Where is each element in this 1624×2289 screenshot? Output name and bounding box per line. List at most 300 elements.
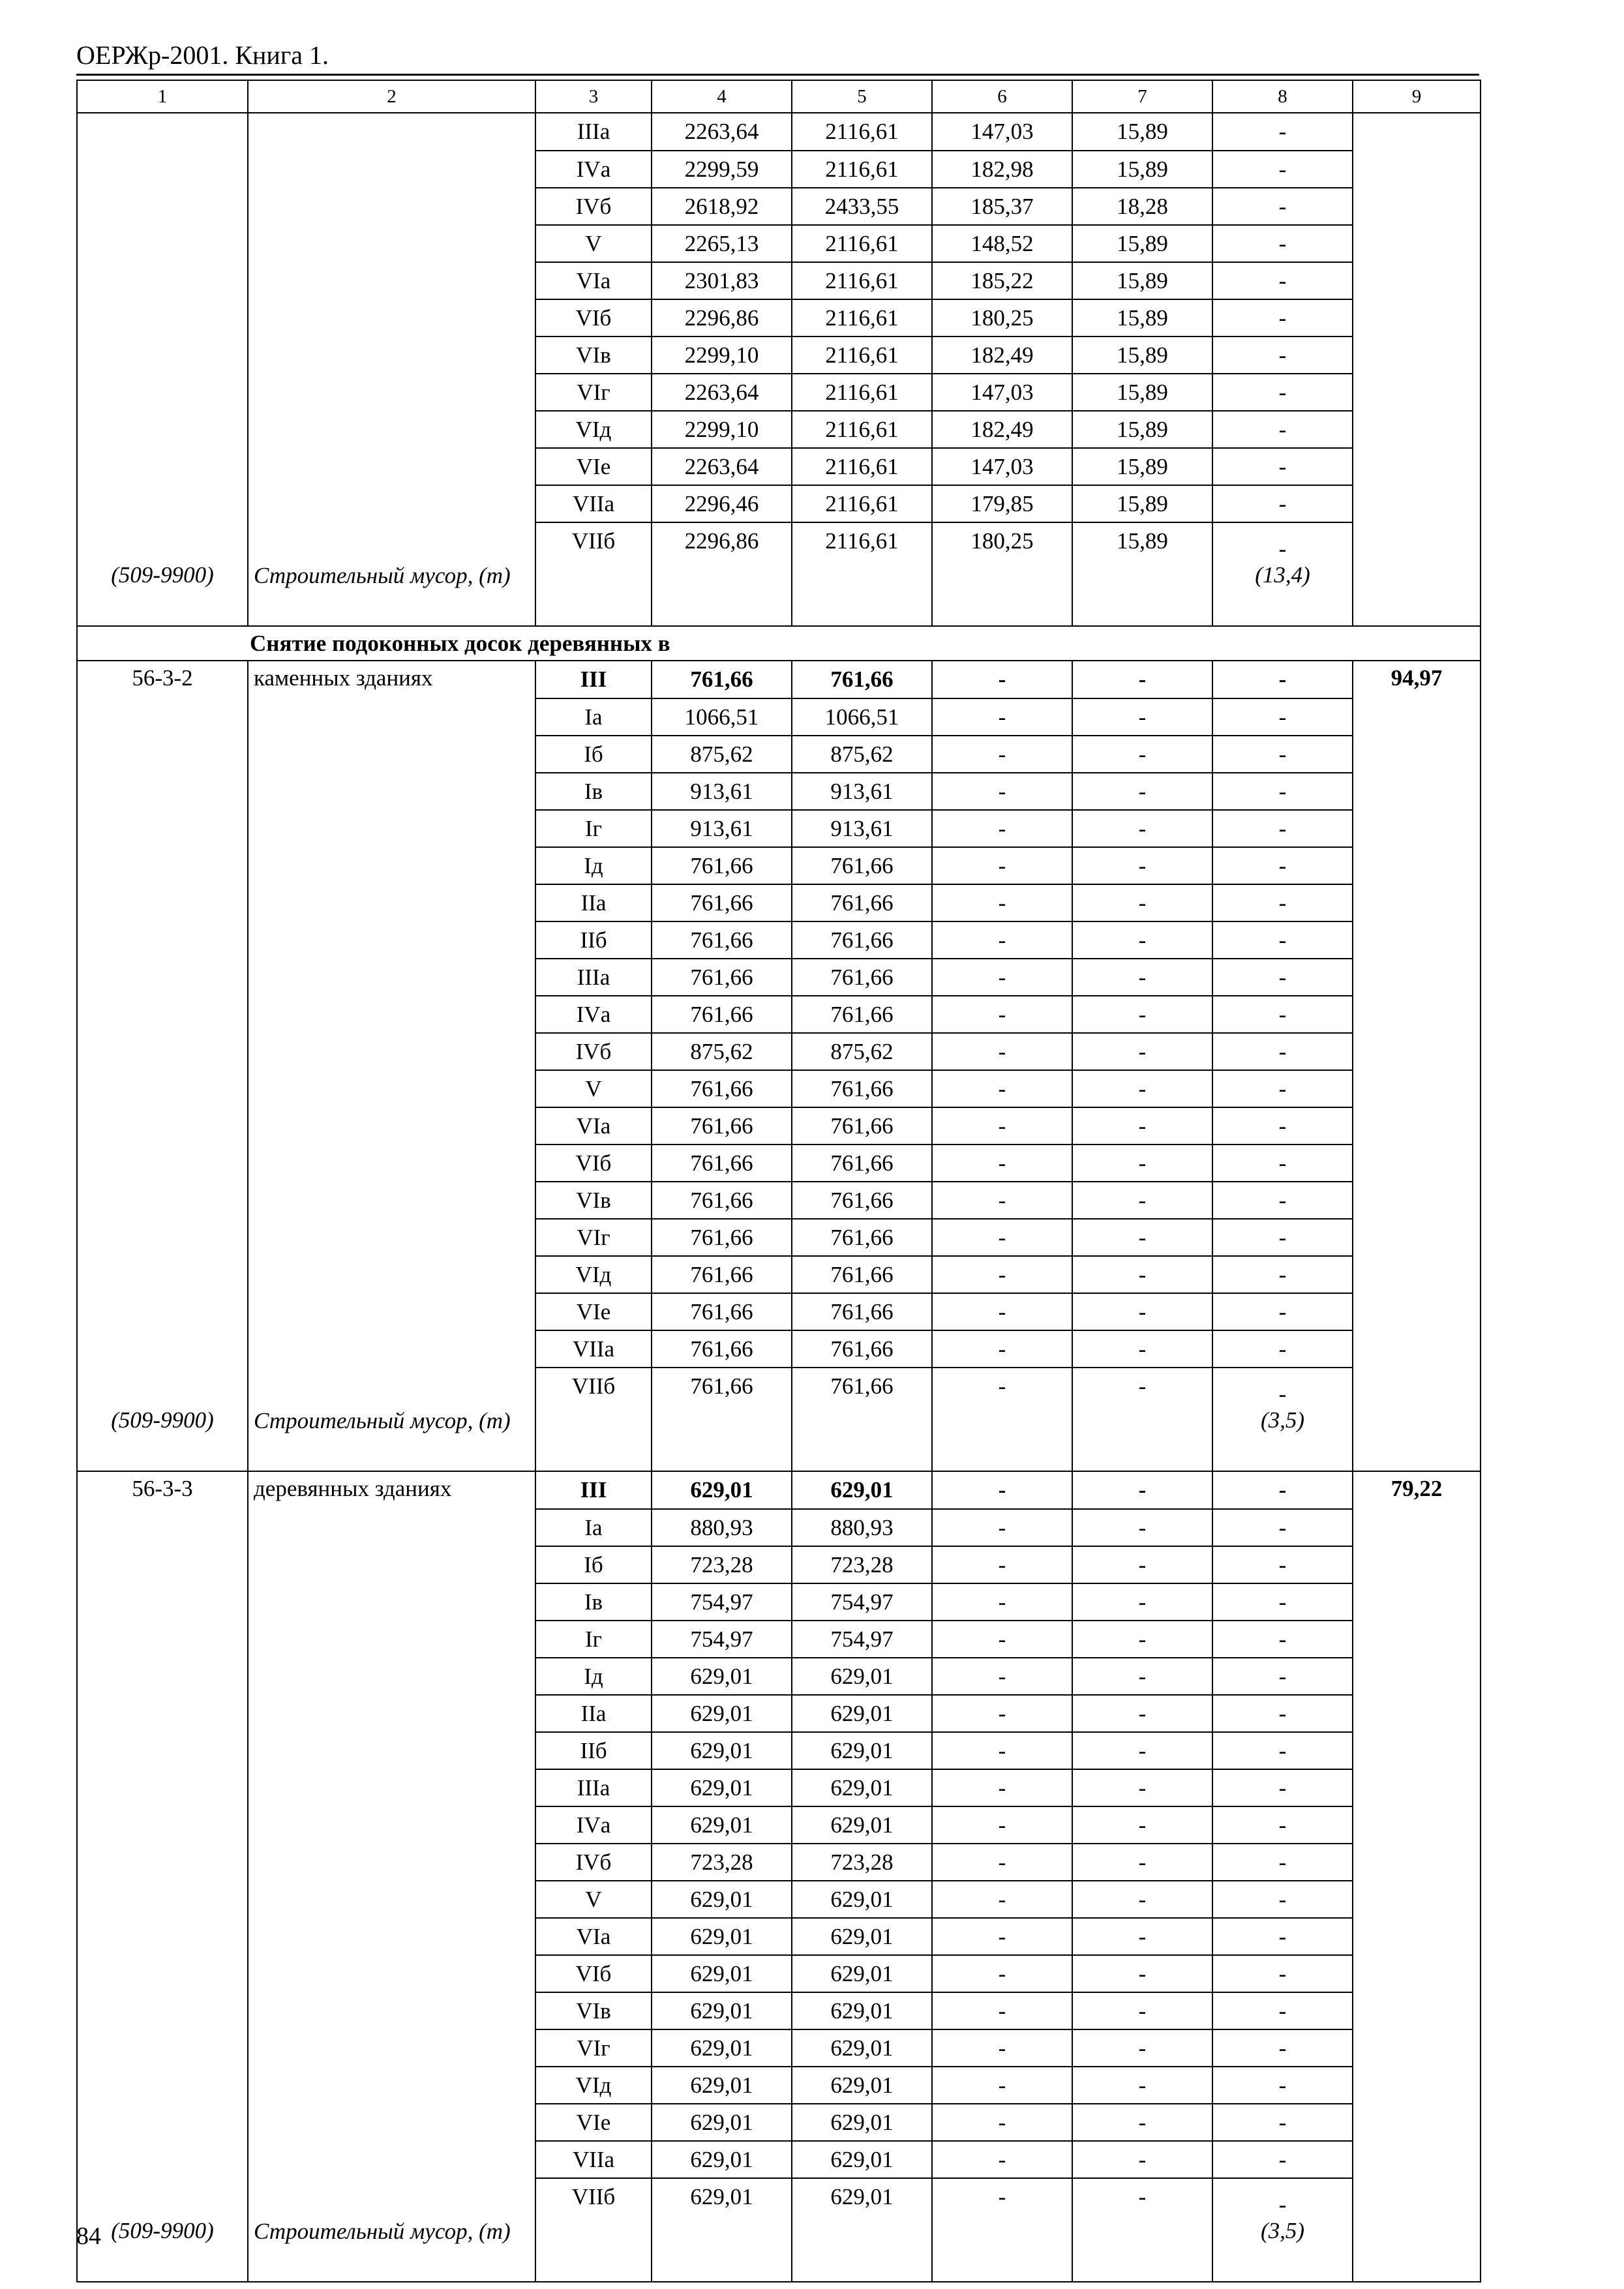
value-cell: - <box>1072 1509 1212 1546</box>
code-cell <box>77 1881 248 1918</box>
value-cell: 2301,83 <box>652 262 792 299</box>
value-cell: 629,01 <box>652 1806 792 1844</box>
value-cell: 629,01 <box>652 1881 792 1918</box>
value-cell: VIд <box>535 2067 652 2104</box>
value-cell: IVб <box>535 1844 652 1881</box>
column-number: 1 <box>77 80 248 113</box>
table-row <box>77 337 1481 374</box>
code-cell: 56-3-2 <box>77 661 248 698</box>
value-cell: 2263,64 <box>652 113 792 151</box>
value-cell: - <box>1212 1806 1353 1844</box>
name-cell <box>248 485 535 522</box>
code-cell <box>77 151 248 188</box>
column-number: 3 <box>535 80 652 113</box>
name-cell <box>248 1182 535 1219</box>
value-cell: - <box>1212 1033 1353 1070</box>
trash-value: (13,4) <box>1212 560 1353 626</box>
table-row <box>77 485 1481 522</box>
code-cell <box>77 1368 248 1405</box>
code-cell <box>77 1844 248 1881</box>
total-cell <box>1353 661 1481 698</box>
code-cell <box>77 1107 248 1144</box>
value-cell: - <box>1072 1471 1212 1509</box>
value-cell: - <box>1212 1293 1353 1330</box>
value-cell: - <box>932 1293 1072 1330</box>
value-cell: - <box>1072 2104 1212 2141</box>
trash-name: Строительный мусор, (т) <box>248 560 535 626</box>
value-cell: 2618,92 <box>652 188 792 225</box>
value-cell: 2116,61 <box>792 337 932 374</box>
value-cell: - <box>1212 1256 1353 1293</box>
table-row <box>77 113 1481 151</box>
empty-cell <box>1353 560 1481 626</box>
value-cell: VIб <box>535 1144 652 1182</box>
value-cell: 754,97 <box>792 1621 932 1658</box>
name-cell <box>248 225 535 262</box>
value-cell: - <box>1212 1509 1353 1546</box>
value-cell: 761,66 <box>792 1144 932 1182</box>
value-cell: IIIа <box>535 113 652 151</box>
value-cell: - <box>1212 2141 1353 2178</box>
value-cell: 2299,10 <box>652 411 792 448</box>
table-row <box>77 1955 1481 1992</box>
trash-code: (509-9900) <box>77 2215 248 2282</box>
name-cell <box>248 1033 535 1070</box>
table-row <box>77 773 1481 810</box>
table-row <box>77 1070 1481 1107</box>
value-cell: Iд <box>535 847 652 884</box>
value-cell: 629,01 <box>792 1695 932 1732</box>
table-row <box>77 1583 1481 1621</box>
total-cell <box>1353 1256 1481 1293</box>
name-cell <box>248 1955 535 1992</box>
value-cell: V <box>535 225 652 262</box>
value-cell: - <box>1072 810 1212 847</box>
value-cell: 875,62 <box>652 1033 792 1070</box>
value-cell: - <box>1212 884 1353 921</box>
name-cell <box>248 1107 535 1144</box>
value-cell: - <box>932 2178 1072 2215</box>
name-cell <box>248 921 535 959</box>
name-cell <box>248 1881 535 1918</box>
trash-code: (509-9900) <box>77 1405 248 1471</box>
name-cell <box>248 1144 535 1182</box>
value-cell: V <box>535 1881 652 1918</box>
value-cell: IIб <box>535 921 652 959</box>
name-cell <box>248 959 535 996</box>
value-cell: - <box>1212 1471 1353 1509</box>
value-cell: 2116,61 <box>792 374 932 411</box>
value-cell: 629,01 <box>792 1881 932 1918</box>
value-cell: 2116,61 <box>792 262 932 299</box>
name-cell <box>248 1330 535 1368</box>
total-cell <box>1353 2178 1481 2215</box>
code-cell <box>77 188 248 225</box>
code-cell <box>77 1732 248 1769</box>
value-cell: 15,89 <box>1072 113 1212 151</box>
value-cell: 723,28 <box>652 1546 792 1583</box>
value-cell: - <box>932 1583 1072 1621</box>
value-cell: 2116,61 <box>792 151 932 188</box>
value-cell: 15,89 <box>1072 262 1212 299</box>
column-number: 8 <box>1212 80 1353 113</box>
value-cell: 2265,13 <box>652 225 792 262</box>
value-cell: VIв <box>535 1992 652 2029</box>
value-cell: 1066,51 <box>652 698 792 736</box>
value-cell: 185,22 <box>932 262 1072 299</box>
value-cell: - <box>932 1182 1072 1219</box>
name-cell <box>248 2029 535 2067</box>
value-cell: - <box>1212 1107 1353 1144</box>
value-cell: VIг <box>535 374 652 411</box>
value-cell: 761,66 <box>792 1368 932 1405</box>
value-cell: 629,01 <box>792 2067 932 2104</box>
code-cell <box>77 299 248 337</box>
value-cell: 182,49 <box>932 337 1072 374</box>
value-cell: 629,01 <box>792 2141 932 2178</box>
value-cell: 180,25 <box>932 522 1072 560</box>
empty-cell <box>792 2215 932 2282</box>
code-cell <box>77 773 248 810</box>
value-cell: - <box>932 1658 1072 1695</box>
table-row <box>77 1546 1481 1583</box>
value-cell: - <box>932 1695 1072 1732</box>
total-cell <box>1353 921 1481 959</box>
value-cell: 875,62 <box>652 736 792 773</box>
code-cell <box>77 485 248 522</box>
value-cell: - <box>932 810 1072 847</box>
value-cell: IVб <box>535 1033 652 1070</box>
name-cell <box>248 2104 535 2141</box>
table-row <box>77 1293 1481 1330</box>
value-cell: 629,01 <box>792 1992 932 2029</box>
total-value: 79,22 <box>1391 1476 1443 1501</box>
value-cell: 15,89 <box>1072 299 1212 337</box>
code-cell <box>77 374 248 411</box>
value-cell: - <box>932 1070 1072 1107</box>
value-cell: 629,01 <box>652 1471 792 1509</box>
value-cell: - <box>932 996 1072 1033</box>
value-cell: - <box>932 1918 1072 1955</box>
code-cell <box>77 1330 248 1368</box>
value-cell: III <box>535 661 652 698</box>
code-cell <box>77 959 248 996</box>
value-cell: 629,01 <box>792 1471 932 1509</box>
value-cell: 629,01 <box>652 1658 792 1695</box>
code-cell <box>77 411 248 448</box>
value-cell: 629,01 <box>652 1695 792 1732</box>
name-cell <box>248 1368 535 1405</box>
value-cell: - <box>932 736 1072 773</box>
column-number: 5 <box>792 80 932 113</box>
value-cell: IIб <box>535 1732 652 1769</box>
total-cell <box>1353 1658 1481 1695</box>
value-cell: 15,89 <box>1072 448 1212 485</box>
value-cell: 629,01 <box>652 2067 792 2104</box>
value-cell: 761,66 <box>652 996 792 1033</box>
name-cell <box>248 448 535 485</box>
total-cell <box>1353 411 1481 448</box>
value-cell: 15,89 <box>1072 522 1212 560</box>
name-cell <box>248 2141 535 2178</box>
code-cell <box>77 337 248 374</box>
name-cell <box>248 1732 535 1769</box>
value-cell: - <box>1072 1881 1212 1918</box>
name-cell <box>248 1509 535 1546</box>
name-cell: деревянных зданиях <box>248 1471 535 1509</box>
code-cell <box>77 736 248 773</box>
value-cell: - <box>1072 1144 1212 1182</box>
value-cell: 2116,61 <box>792 411 932 448</box>
value-cell: VIб <box>535 1955 652 1992</box>
name-cell <box>248 1806 535 1844</box>
total-cell <box>1353 262 1481 299</box>
value-cell: - <box>1072 1368 1212 1405</box>
code-cell <box>77 1509 248 1546</box>
page-header: ОЕРЖр-2001. Книга 1. <box>76 40 329 70</box>
value-cell: - <box>1212 1732 1353 1769</box>
table-row <box>77 2104 1481 2141</box>
empty-cell <box>932 2215 1072 2282</box>
value-cell: 182,49 <box>932 411 1072 448</box>
table-row <box>77 1881 1481 1918</box>
table-row <box>77 2178 1481 2215</box>
code-cell <box>77 921 248 959</box>
table-row <box>77 1769 1481 1806</box>
value-cell: Iг <box>535 1621 652 1658</box>
name-cell <box>248 2067 535 2104</box>
value-cell: - <box>1072 1182 1212 1219</box>
value-cell: - <box>932 661 1072 698</box>
code-cell <box>77 1293 248 1330</box>
total-cell <box>1353 1695 1481 1732</box>
column-number: 9 <box>1353 80 1481 113</box>
trash-code: (509-9900) <box>77 560 248 626</box>
value-cell: VIа <box>535 262 652 299</box>
value-cell: 880,93 <box>792 1509 932 1546</box>
value-cell: 754,97 <box>652 1583 792 1621</box>
value-cell: 761,66 <box>652 1107 792 1144</box>
value-cell: - <box>1072 1695 1212 1732</box>
code-cell <box>77 1033 248 1070</box>
name-cell <box>248 1844 535 1881</box>
value-cell: IVа <box>535 151 652 188</box>
value-cell: - <box>932 1621 1072 1658</box>
table-row <box>77 225 1481 262</box>
table-row <box>77 921 1481 959</box>
value-cell: - <box>1212 1955 1353 1992</box>
total-cell <box>1353 1293 1481 1330</box>
empty-cell <box>1072 560 1212 626</box>
value-cell: - <box>932 1256 1072 1293</box>
value-cell: VIб <box>535 299 652 337</box>
code-cell <box>77 884 248 921</box>
name-cell <box>248 1219 535 1256</box>
value-cell: 761,66 <box>792 884 932 921</box>
value-cell: 15,89 <box>1072 225 1212 262</box>
name-cell <box>248 1070 535 1107</box>
value-cell: - <box>1212 337 1353 374</box>
table-row <box>77 1806 1481 1844</box>
value-cell: Iг <box>535 810 652 847</box>
page-number: 84 <box>76 2222 101 2250</box>
value-cell: - <box>932 773 1072 810</box>
value-cell: VIе <box>535 448 652 485</box>
total-cell <box>1353 1070 1481 1107</box>
value-cell: - <box>1072 1219 1212 1256</box>
total-cell <box>1353 2029 1481 2067</box>
value-cell: 179,85 <box>932 485 1072 522</box>
empty-cell <box>652 2215 792 2282</box>
table-row <box>77 448 1481 485</box>
value-cell: VIIа <box>535 1330 652 1368</box>
value-cell: - <box>932 1546 1072 1583</box>
value-cell: VIв <box>535 337 652 374</box>
value-cell: IIа <box>535 884 652 921</box>
value-cell: - <box>932 2104 1072 2141</box>
value-cell: 761,66 <box>652 1144 792 1182</box>
value-cell: 629,01 <box>652 1955 792 1992</box>
code-cell <box>77 1621 248 1658</box>
value-cell: - <box>1212 2178 1353 2215</box>
value-cell: VIIа <box>535 485 652 522</box>
value-cell: - <box>1212 1330 1353 1368</box>
empty-cell <box>1072 2215 1212 2282</box>
code-cell <box>77 225 248 262</box>
value-cell: 761,66 <box>792 921 932 959</box>
value-cell: 629,01 <box>792 1732 932 1769</box>
value-cell: 723,28 <box>792 1844 932 1881</box>
value-cell: - <box>1212 1546 1353 1583</box>
empty-cell <box>792 1405 932 1471</box>
code-cell <box>77 698 248 736</box>
value-cell: 761,66 <box>792 1182 932 1219</box>
value-cell: - <box>1212 1070 1353 1107</box>
value-cell: - <box>1072 1658 1212 1695</box>
name-cell <box>248 847 535 884</box>
value-cell: - <box>932 1509 1072 1546</box>
value-cell: - <box>1212 810 1353 847</box>
value-cell: 629,01 <box>652 2178 792 2215</box>
value-cell: 761,66 <box>652 1330 792 1368</box>
value-cell: - <box>1212 448 1353 485</box>
value-cell: - <box>932 1992 1072 2029</box>
table-row <box>77 1471 1481 1509</box>
table-row <box>77 1330 1481 1368</box>
total-cell <box>1353 810 1481 847</box>
value-cell: 754,97 <box>792 1583 932 1621</box>
value-cell: VIв <box>535 1182 652 1219</box>
value-cell: - <box>1072 1107 1212 1144</box>
value-cell: 2296,86 <box>652 522 792 560</box>
table-row <box>77 1219 1481 1256</box>
value-cell: 723,28 <box>792 1546 932 1583</box>
value-cell: - <box>1072 2141 1212 2178</box>
value-cell: - <box>1212 299 1353 337</box>
value-cell: 875,62 <box>792 736 932 773</box>
name-cell: каменных зданиях <box>248 661 535 698</box>
value-cell: - <box>932 698 1072 736</box>
value-cell: 629,01 <box>652 1918 792 1955</box>
total-cell <box>1353 1992 1481 2029</box>
value-cell: VIд <box>535 1256 652 1293</box>
value-cell: - <box>1212 1621 1353 1658</box>
name-cell <box>248 1293 535 1330</box>
value-cell: 629,01 <box>792 1658 932 1695</box>
value-cell: - <box>932 1844 1072 1881</box>
value-cell: 761,66 <box>792 661 932 698</box>
total-cell <box>1353 1182 1481 1219</box>
value-cell: - <box>1072 1806 1212 1844</box>
total-cell <box>1353 1881 1481 1918</box>
table-row <box>77 959 1481 996</box>
value-cell: - <box>932 2067 1072 2104</box>
value-cell: - <box>1212 2104 1353 2141</box>
value-cell: 2263,64 <box>652 374 792 411</box>
value-cell: 629,01 <box>792 2029 932 2067</box>
table-row <box>77 411 1481 448</box>
value-cell: 761,66 <box>652 959 792 996</box>
table-body <box>77 80 1481 2282</box>
name-cell <box>248 1621 535 1658</box>
total-cell <box>1353 847 1481 884</box>
value-cell: 2116,61 <box>792 448 932 485</box>
table-row <box>77 1256 1481 1293</box>
value-cell: - <box>932 959 1072 996</box>
value-cell: - <box>1212 522 1353 560</box>
empty-cell <box>1353 1405 1481 1471</box>
code-cell <box>77 522 248 560</box>
value-cell: 147,03 <box>932 113 1072 151</box>
value-cell: - <box>932 884 1072 921</box>
value-cell: - <box>1212 1769 1353 1806</box>
total-cell <box>1353 374 1481 411</box>
total-cell <box>1353 1471 1481 1509</box>
value-cell: - <box>932 1769 1072 1806</box>
value-cell: - <box>1212 847 1353 884</box>
code-cell <box>77 1658 248 1695</box>
value-cell: - <box>1212 188 1353 225</box>
value-cell: - <box>932 847 1072 884</box>
value-cell: VIе <box>535 1293 652 1330</box>
value-cell: - <box>1212 1918 1353 1955</box>
value-cell: - <box>1072 2029 1212 2067</box>
value-cell: - <box>932 921 1072 959</box>
value-cell: 629,01 <box>652 1732 792 1769</box>
value-cell: - <box>1212 921 1353 959</box>
trash-row <box>77 2215 1481 2282</box>
total-cell <box>1353 1844 1481 1881</box>
value-cell: 761,66 <box>652 847 792 884</box>
trash-name: Строительный мусор, (т) <box>248 2215 535 2282</box>
value-cell: 761,66 <box>792 1330 932 1368</box>
value-cell: 761,66 <box>792 1293 932 1330</box>
total-cell <box>1353 698 1481 736</box>
code-cell <box>77 1918 248 1955</box>
value-cell: - <box>1212 1881 1353 1918</box>
value-cell: - <box>1212 1583 1353 1621</box>
code-cell <box>77 847 248 884</box>
table-row <box>77 188 1481 225</box>
total-cell <box>1353 1368 1481 1405</box>
value-cell: 761,66 <box>792 959 932 996</box>
value-cell: - <box>932 1107 1072 1144</box>
total-cell <box>1353 996 1481 1033</box>
value-cell: - <box>932 1732 1072 1769</box>
value-cell: - <box>1072 1732 1212 1769</box>
table-row <box>77 1368 1481 1405</box>
total-cell <box>1353 1033 1481 1070</box>
